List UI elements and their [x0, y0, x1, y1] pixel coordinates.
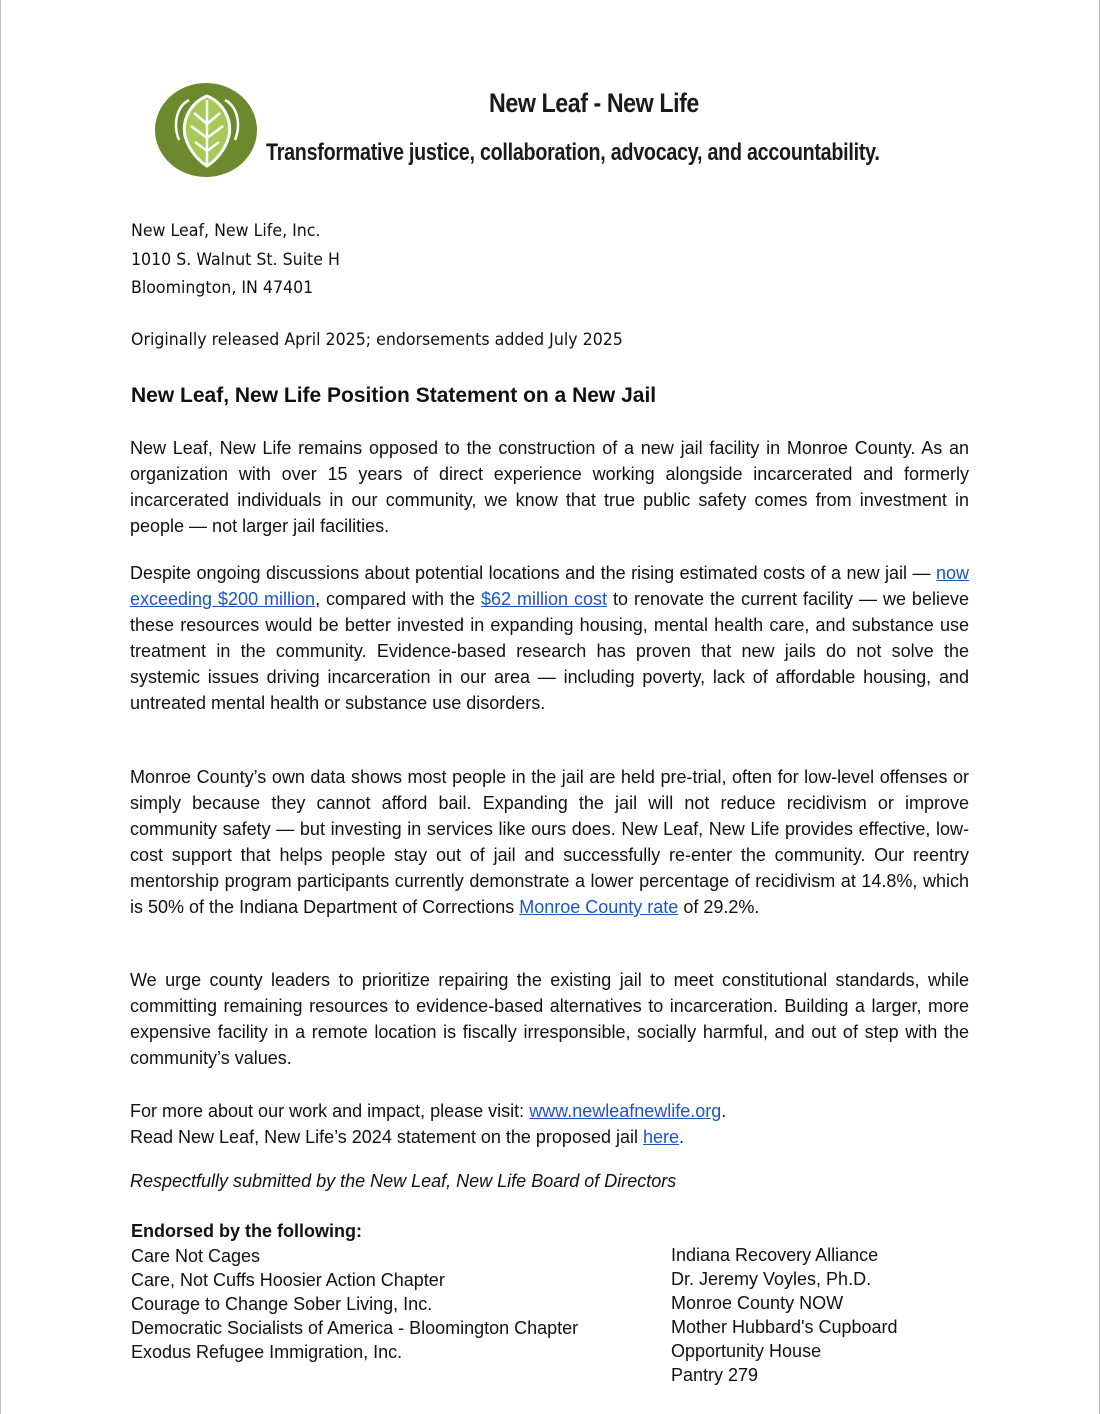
endorsement-item: Dr. Jeremy Voyles, Ph.D. — [671, 1269, 872, 1289]
endorsements-heading: Endorsed by the following: — [131, 1221, 362, 1241]
paragraph-2 — [130, 560, 969, 716]
document-title: New Leaf, New Life Position Statement on a New Jail — [131, 384, 657, 407]
endorsement-item: Mother Hubbard's Cupboard — [671, 1317, 898, 1337]
paragraph-4: We urge county leaders to prioritize repairing the existing jail to meet constitutional standards, while committing remaining resources to evidence-based alternatives to incarceration. Building a larger, more expensive facility in a remote location is fiscally irresponsible, socially harmful, and out of step with the community’s values. — [130, 970, 969, 1068]
org-title: New Leaf - New Life — [489, 88, 699, 118]
visit-prefix: For more about our work and impact, please visit: — [130, 1101, 530, 1121]
release-note: Originally released April 2025; endorsements added July 2025 — [131, 330, 623, 350]
read-statement-line — [130, 1124, 684, 1150]
paragraph-3 — [130, 764, 969, 920]
paragraph-2-text-b: , compared with the — [315, 589, 482, 609]
endorsement-item: Exodus Refugee Immigration, Inc. — [131, 1342, 403, 1362]
paragraph-3-text-a: Monroe County’s own data shows most people in the jail are held pre-trial, often for low-level offenses or simply because they cannot afford bail. Expanding the jail will not reduce recidivism or improve community safety — but investing in services like ours does. New Leaf, New Life provides effective, low-cost support that helps people stay out of jail and successfully re-enter the community. Our reentry mentorship program participants currently demonstrate a lower percentage of recidivism at 14.8%, which is 50% of the Indiana Department of Corrections — [130, 767, 969, 917]
statement-2024-link[interactable]: here — [642, 1127, 680, 1147]
paragraph-2-text-a: Despite ongoing discussions about potential locations and the rising estimated costs of a new jail — — [130, 563, 936, 583]
endorsement-item: Care, Not Cuffs Hoosier Action Chapter — [131, 1270, 445, 1290]
address-line-1: New Leaf, New Life, Inc. — [131, 221, 321, 241]
read-prefix: Read New Leaf, New Life’s 2024 statement on the proposed jail — [130, 1127, 643, 1147]
cost-62-million-link[interactable]: $62 million cost — [481, 589, 608, 609]
website-link[interactable]: www.newleafnewlife.org — [529, 1101, 722, 1121]
monroe-county-rate-link[interactable]: Monroe County rate — [519, 897, 679, 917]
endorsement-item: Indiana Recovery Alliance — [671, 1245, 879, 1265]
endorsement-item: Pantry 279 — [671, 1365, 759, 1385]
submitted-by: Respectfully submitted by the New Leaf, New Life Board of Directors — [130, 1171, 677, 1191]
address-block — [131, 217, 340, 303]
endorsement-item: Courage to Change Sober Living, Inc. — [131, 1294, 433, 1314]
paragraph-2-text-c: to renovate the current facility — we believe these resources would be better invested in expanding housing, mental health care, and substance use treatment in the community. Evidence-based research has proven that new jails do not solve the systemic issues driving incarceration in our area — including poverty, lack of affordable housing, and untreated mental health or substance use disorders. — [130, 589, 969, 713]
address-line-3: Bloomington, IN 47401 — [131, 278, 314, 298]
address-line-2: 1010 S. Walnut St. Suite H — [131, 249, 340, 270]
page-edge-left — [0, 0, 1, 1414]
paragraph-3-text-b: of 29.2%. — [678, 897, 760, 917]
endorsements-right-list — [671, 1243, 898, 1387]
visit-line — [130, 1098, 726, 1124]
endorsement-item: Monroe County NOW — [671, 1293, 844, 1313]
visit-suffix: . — [721, 1101, 727, 1121]
read-suffix: . — [679, 1127, 685, 1147]
leaf-logo-icon — [154, 82, 258, 178]
endorsement-item: Democratic Socialists of America - Bloomington Chapter — [131, 1318, 579, 1338]
endorsement-item: Care Not Cages — [131, 1246, 261, 1266]
endorsements-left-list — [131, 1244, 578, 1364]
org-tagline: Transformative justice, collaboration, advocacy, and accountability. — [266, 139, 880, 166]
cost-200-million-link[interactable]: now exceeding $200 million — [130, 563, 969, 609]
paragraph-1: New Leaf, New Life remains opposed to the construction of a new jail facility in Monroe County. As an organization with over 15 years of direct experience working alongside incarcerated and formerly incarcerated individuals in our community, we know that true public safety comes from investment in people — not larger jail facilities. — [130, 438, 969, 536]
endorsement-item: Opportunity House — [671, 1341, 822, 1361]
